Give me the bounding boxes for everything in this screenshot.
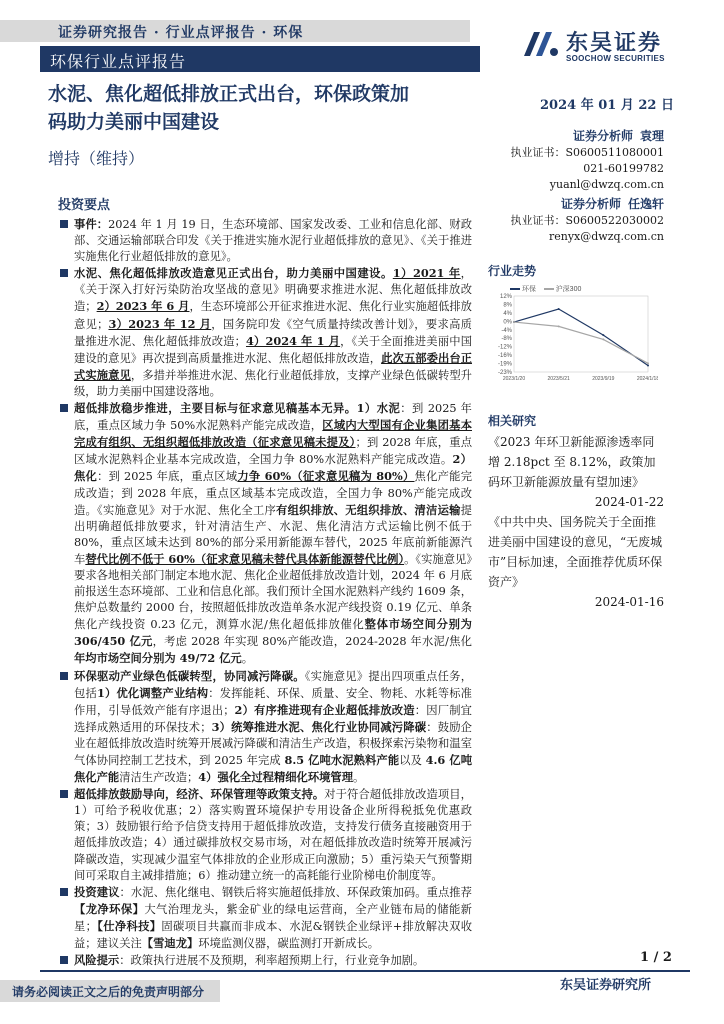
point-strong: 整体市场空间分别为 306/450 亿元 [74, 617, 472, 649]
point-lead: 环保驱动产业绿色低碳转型，协同减污降碳。 [74, 668, 305, 683]
report-title-line2: 码助力美丽中国建设 [48, 111, 220, 133]
logo-text-en: SOOCHOW SECURITIES [566, 54, 665, 63]
y-tick-label: 4% [503, 310, 512, 317]
point-text: 《实施意见》提出四项重点任务，包括 [74, 669, 472, 700]
series-point [602, 338, 604, 340]
point-risk [58, 952, 472, 969]
chart-frame [514, 296, 648, 372]
point-text: 清洁生产改造； [119, 771, 199, 785]
point-text: ，《关于深入打好污染防治攻坚战的意见》明确要求推进水泥、焦化超低排放改造； [74, 267, 472, 314]
report-date: 2024 年 01 月 22 日 [540, 98, 674, 113]
footer-org: 东吴证券研究所 [560, 978, 652, 993]
trend-heading: 行业走势 [488, 264, 537, 278]
point-text: 。 [241, 652, 254, 666]
body-text [58, 216, 472, 969]
page-number: 1 / 2 [640, 950, 672, 965]
point-strong: 2）焦化 [74, 452, 472, 484]
point-text: ：到 2025 年底，重点区域力争 50%水泥熟料产能完成改造， [74, 402, 472, 433]
disclaimer-bar [0, 980, 220, 1002]
related-title[interactable]: 《中共中央、国务院关于全面推进美丽中国建设的意见，“无废城市”目标加速，全面推荐优质环保资产》 [488, 515, 663, 589]
point-strong: 4.6 亿吨焦化产能 [74, 753, 472, 785]
x-tick-label: 2024/1/18 [636, 376, 658, 382]
breadcrumb: 证券研究报告 · 行业点评报告 · 环保 [58, 25, 304, 41]
point-strong: 1）水泥 [356, 401, 401, 416]
analyst-email[interactable]: renyx@dwzq.com.cn [548, 230, 664, 243]
point-text: ，《关于全面推进美丽中国建设的意见》再次提到高质量推进水泥、焦化超低排放改造， [74, 334, 472, 365]
point-strong: 年均市场空间分别为 49/72 亿元 [74, 651, 242, 666]
series-point [647, 364, 649, 366]
point-strong: 4）2024 年 1 月 [245, 333, 341, 348]
point-text: ：发挥能耗、环保、质量、安全、物耗、水耗等标准作用，引导低效产能有序退出； [74, 686, 472, 717]
point-lead: 水泥、焦化超低排放改造意见正式出台，助力美丽中国建设。 [74, 266, 393, 281]
logo-mark-icon [520, 26, 560, 62]
related-date: 2024-01-16 [594, 595, 664, 609]
point-text: ，生态环境部公开征求推进水泥、焦化行业实施超低排放意见； [74, 300, 472, 331]
point-text: 环境监测仪器，碳监测打开新成长。 [198, 937, 380, 951]
series-point [647, 362, 649, 364]
related-item-1[interactable] [488, 432, 664, 512]
series-line-0 [514, 309, 648, 365]
section-bar [40, 46, 480, 72]
y-tick-label: -23% [497, 370, 512, 376]
point-strong: 有组织排放、无组织排放、清洁运输 [276, 502, 461, 517]
analyst-role: 证券分析师 [560, 197, 621, 211]
report-title-line1: 水泥、焦化超低排放正式出台，环保政策加 [48, 83, 410, 105]
y-tick-label: -12% [497, 344, 512, 351]
point-text: 提出明确超低排放要求，针对清洁生产、水泥、焦化清洁方式运输比例不低于 80%，重点区域未达到 80%的部分采用新能源车替代，2025 年底前新能源汽车 [74, 503, 472, 566]
point-strong: 【龙净环保】 [74, 901, 145, 916]
series-point [602, 334, 604, 336]
point-text: ：因厂制宜选择成熟适用的环保技术； [74, 703, 472, 734]
point-text: 大气治理龙头，紫金矿业的绿电运营商，全产业链布局的储能新星； [74, 902, 472, 933]
point-strong: 4）强化全过程精细化环境管理 [198, 770, 354, 785]
analyst-1 [510, 128, 664, 193]
point-lead: 超低排放鼓励导向，经济、环保管理等政策支持。 [74, 787, 325, 802]
point-underline: 区域内大型国有企业集团基本完成有组织、无组织超低排放改造（征求意见稿未提及） [74, 418, 472, 450]
legend-swatch-hs300 [544, 288, 554, 290]
analyst-cert: 执业证书：S0600511080001 [510, 146, 664, 159]
point-lead: 投资建议 [74, 884, 120, 899]
series-point [558, 308, 560, 310]
point-lead: 风险提示 [74, 953, 120, 968]
analyst-name: 袁理 [639, 129, 664, 143]
point-text: ：鼓励企业在超低排放改造时统筹开展减污降碳和清洁生产改造，积极探索污染物和温室气体协同控制工艺技术，到 2025 年完成 [74, 720, 472, 767]
analyst-cert: 执业证书：S0600522030002 [510, 214, 664, 227]
point-text: 对于符合超低排放改造项目，1）可给予税收优惠；2）落实购置环境保护专用设备企业所得税抵免优惠政策；3）鼓励银行给予信贷支持用于超低排放改造，支持发行债务直接融资用于超低排放改造；4）通过碳排放权交易市场，对在超低排放改造时统筹开展减污降碳改造，实现减少温室气体排放的企业形成正向激励；5）重污染天气预警期间可采取自主减排措施；6）推动建立统一的高耗能行业阶梯电价制度等。 [74, 788, 472, 882]
point-text: 焦化产能完成改造；到 2028 年底，重点区域基本完成改造，全国力争 80%产能完成改造。《实施意见》对于水泥、焦化全工序 [74, 470, 472, 517]
point-lead: 超低排放稳步推进，主要目标与征求意见稿基本无异。 [74, 401, 357, 416]
point-underline: 替代比例不低于 60%（征求意见稿未替代具体新能源替代比例） [85, 551, 405, 566]
y-tick-label: 0% [503, 319, 512, 326]
analyst-phone: 021-60199782 [583, 162, 664, 175]
x-tick-label: 2023/5/21 [547, 376, 570, 382]
y-tick-label: -16% [497, 353, 512, 360]
point-text: ，考虑 2028 年实现 80%产能改造，2024-2028 年水泥/焦化 [152, 635, 472, 649]
point-strong: 8.5 亿吨水泥熟料产能 [284, 753, 400, 767]
point-text: ，多措并举推进水泥、焦化行业超低排放，支撑产业绿色低碳转型升级，助力美丽中国建设落地。 [74, 368, 472, 398]
point-text: ，国务院印发《空气质量持续改善计划》，要求高质量推进水泥、焦化超低排放改造； [74, 317, 472, 348]
series-line-1 [514, 322, 648, 363]
point-text: ：到 2025 年底，重点区域 [97, 470, 238, 484]
point-text: ：政策执行进展不及预期，利率超预期上行，行业竞争加剧。 [119, 954, 425, 968]
point-text: ：水泥、焦化继电、钢铁后将实施超低排放、环保政策加码。重点推荐 [119, 885, 472, 899]
section-title: 环保行业点评报告 [50, 52, 187, 71]
point-strong: 3）统筹推进水泥、焦化行业协同减污降碳 [211, 719, 427, 734]
related-date: 2024-01-22 [594, 495, 664, 509]
point-targets [58, 400, 472, 668]
point-event [58, 216, 472, 265]
point-text: 。《实施意见》要求各地相关部门制定本地水泥、焦化企业超低排放改造计划，2024 年 6 月底前报送生态环境部、工业和信息化部。我们预计全国水泥熟料产线约 1609 条，焦炉总数量约 2000 台，按照超低排放改造单条水泥产线投资 0.19 亿元、单条焦化产线投资 0.23 亿元，测算水泥/焦化超低排放催化 [74, 552, 472, 632]
legend-item: 沪深300 [555, 286, 582, 293]
related-title[interactable]: 《2023 年环卫新能源渗透率同增 2.18pct 至 8.12%，政策加码环卫新能源放量有望加速》 [488, 435, 656, 489]
body-heading: 投资要点 [58, 198, 111, 213]
related-item-2[interactable] [488, 512, 664, 612]
analyst-2 [510, 196, 664, 245]
y-tick-label: 8% [503, 302, 512, 309]
trend-legend [510, 284, 581, 294]
trend-chart [488, 282, 658, 384]
footer-divider [40, 970, 690, 972]
analyst-email[interactable]: yuanl@dwzq.com.cn [549, 178, 664, 191]
series-point [558, 325, 560, 327]
legend-swatch-huanbao [510, 288, 520, 290]
y-tick-label: -4% [501, 327, 512, 334]
y-tick-label: -8% [501, 336, 512, 343]
point-text: 以及 [399, 754, 426, 767]
report-title [48, 80, 468, 136]
point-strong: 1）2021 年 [392, 266, 461, 281]
breadcrumb-bar [0, 20, 470, 42]
rating: 增持（维持） [48, 149, 145, 168]
point-tasks [58, 668, 472, 787]
x-tick-label: 2023/1/20 [502, 376, 526, 382]
company-logo [520, 24, 710, 68]
y-tick-label: -19% [497, 361, 512, 368]
analyst-name: 任逸轩 [627, 197, 664, 211]
point-text: 2024 年 1 月 19 日，生态环境部、国家发改委、工业和信息化部、财政部、交通运输部联合印发《关于推进实施水泥行业超低排放的意见》、《关于推进实施焦化行业超低排放的意见》。 [74, 218, 472, 264]
point-support [58, 786, 472, 884]
x-tick-label: 2023/9/19 [592, 376, 615, 382]
point-strong: 【仕净科技】 [96, 918, 162, 933]
y-tick-label: 12% [499, 294, 512, 300]
logo-text-cn: 东吴证券 [566, 31, 663, 56]
point-strong: 2）2023 年 6 月 [96, 299, 190, 314]
point-text: 。 [353, 771, 365, 785]
related-heading: 相关研究 [488, 414, 537, 428]
point-strong: 3）2023 年 12 月 [108, 316, 212, 331]
point-investment [58, 884, 472, 952]
point-lead: 事件： [74, 217, 109, 231]
series-point [513, 321, 515, 323]
trend-chart-svg [488, 282, 658, 384]
point-text: ；到 2028 年底，重点区域水泥熟料企业基本完成改造，全国力争 80%水泥熟料产能完成改造。 [74, 436, 472, 467]
legend-item: 环保 [521, 286, 536, 293]
point-strong: 1）优化调整产业结构 [96, 685, 209, 700]
point-underline: 力争 60%（征求意见稿为 80%） [237, 469, 415, 484]
point-strong: 此次五部委出台正式实施意见 [74, 350, 472, 382]
point-strong: 2）有序推进现有企业超低排放改造 [234, 702, 415, 717]
point-strong: 【雪迪龙】 [141, 936, 199, 951]
disclaimer-text: 请务必阅读正文之后的免责声明部分 [12, 985, 205, 999]
point-text: 固碳项目共赢而非成本、水泥&钢铁企业绿评+排放解决双收益；建议关注 [74, 919, 472, 951]
point-policy [58, 265, 472, 400]
analyst-role: 证券分析师 [572, 129, 633, 143]
